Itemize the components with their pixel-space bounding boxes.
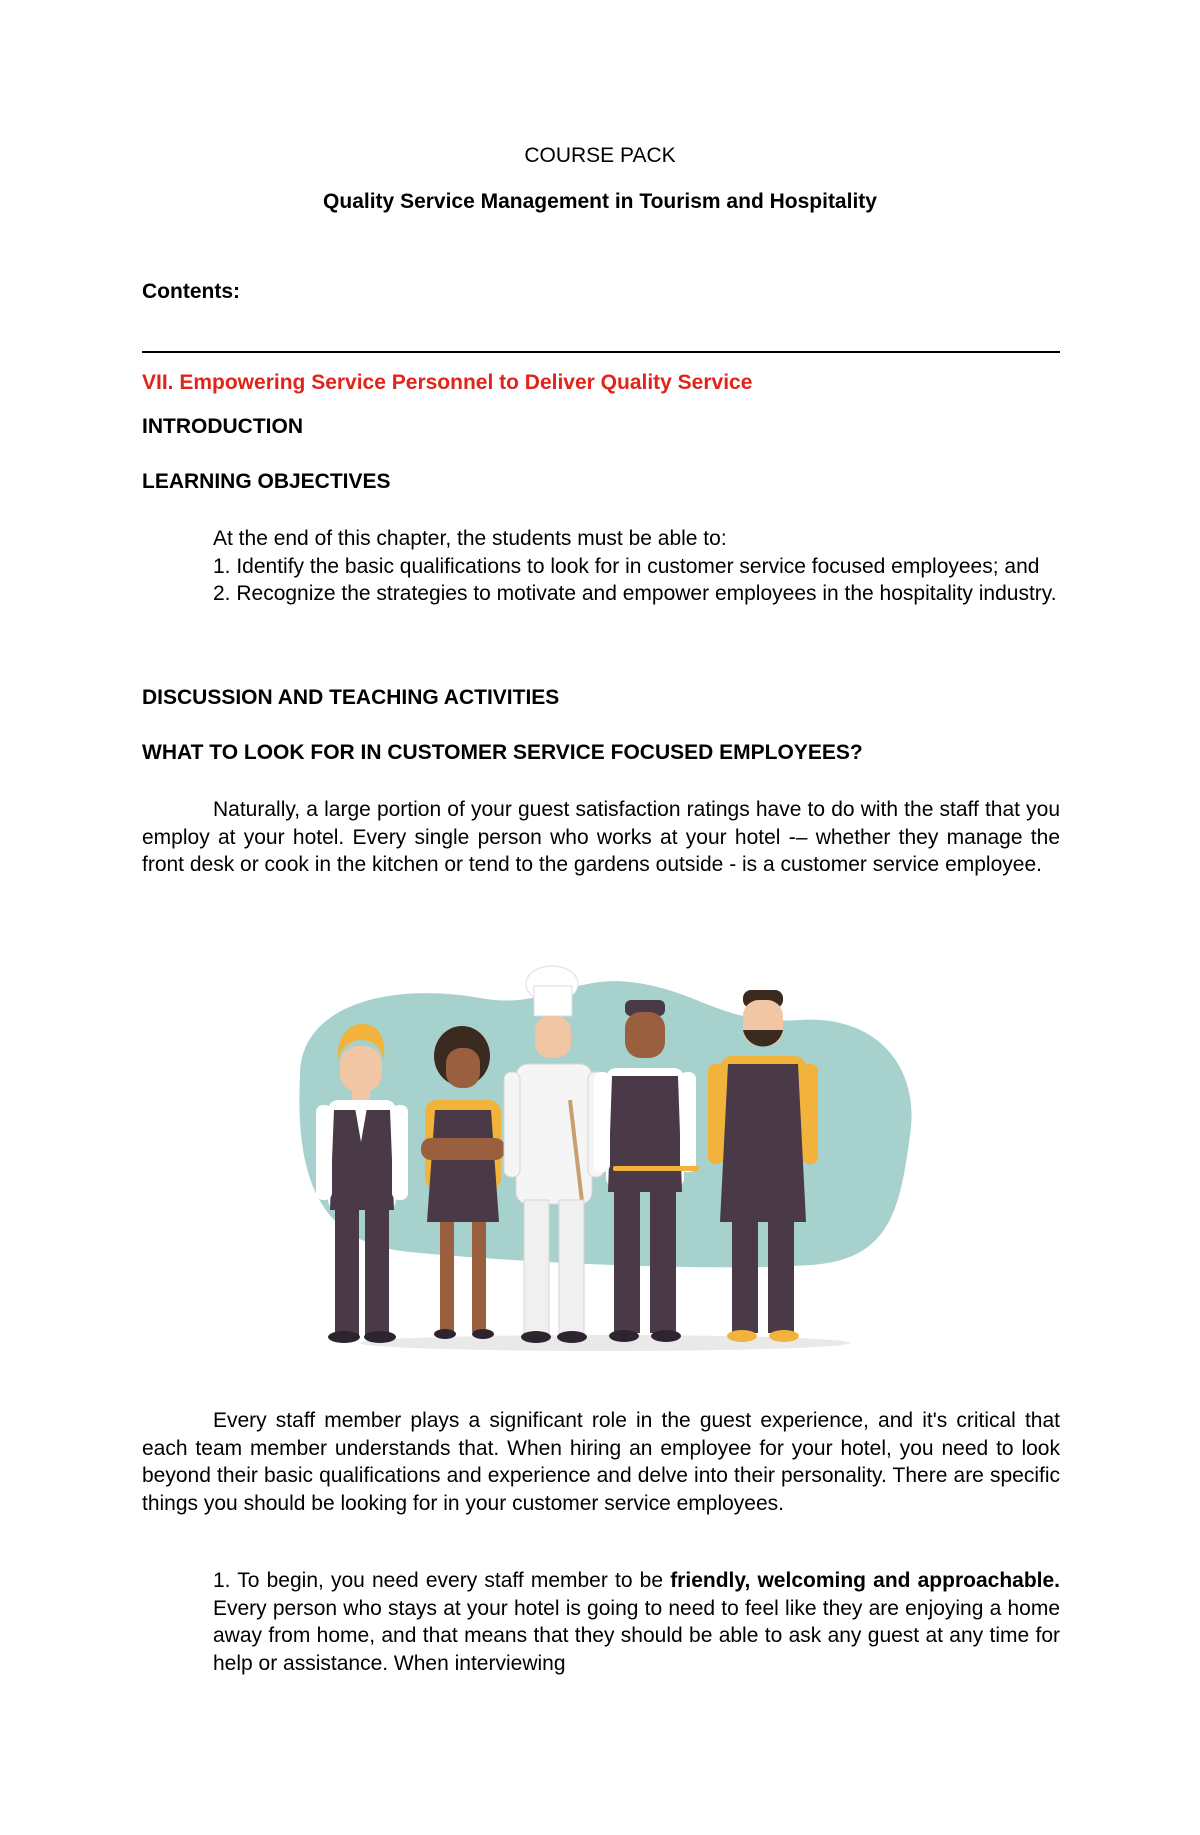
hospitality-staff-illustration [280, 960, 930, 1360]
discussion-heading: DISCUSSION AND TEACHING ACTIVITIES [142, 686, 560, 709]
paragraph-staff-role [142, 1407, 1060, 1517]
paragraph-intro-text: Naturally, a large portion of your guest satisfaction ratings have to do with the staff that you employ at your hotel. Every single person who works at your hotel -– whether they manage the front desk or cook in the kitchen or tend to the gardens outside - is a customer service employee. [142, 798, 1060, 876]
contents-divider [142, 351, 1060, 353]
introduction-heading: INTRODUCTION [142, 415, 303, 438]
objective-item-2: 2. Recognize the strategies to motivate and empower employees in the hospitality industry. [213, 582, 1057, 605]
paragraph-staff-role-text: Every staff member plays a significant role in the guest experience, and it's critical that each team member understands that. When hiring an employee for your hotel, you need to look beyond their basic qualifications and experience and delve into their personality. There are specific things you should be looking for in your customer service employees. [142, 1409, 1060, 1515]
chapter-heading: VII. Empowering Service Personnel to Deliver Quality Service [142, 371, 753, 394]
item-1-bold: friendly, welcoming and approachable. [670, 1569, 1060, 1592]
paragraph-intro [142, 796, 1060, 879]
course-subtitle: Quality Service Management in Tourism and Hospitality [323, 190, 877, 213]
objectives-intro: At the end of this chapter, the students must be able to: [213, 527, 727, 550]
section-heading: WHAT TO LOOK FOR IN CUSTOMER SERVICE FOCUSED EMPLOYEES? [142, 741, 863, 764]
course-pack-title: COURSE PACK [524, 144, 676, 167]
learning-objectives-heading: LEARNING OBJECTIVES [142, 470, 391, 493]
numbered-item-1 [213, 1567, 1060, 1677]
item-1-rest: Every person who stays at your hotel is going to need to feel like they are enjoying a home away from home, and that means that they should be able to ask any guest at any time for help or assistance. When interviewing [213, 1596, 1060, 1675]
item-1-prefix: 1. To begin, you need every staff member to be [213, 1569, 671, 1592]
objectives-list [213, 525, 1060, 608]
objective-item-1: 1. Identify the basic qualifications to look for in customer service focused employees; and [213, 554, 1040, 578]
contents-label: Contents: [142, 280, 240, 303]
